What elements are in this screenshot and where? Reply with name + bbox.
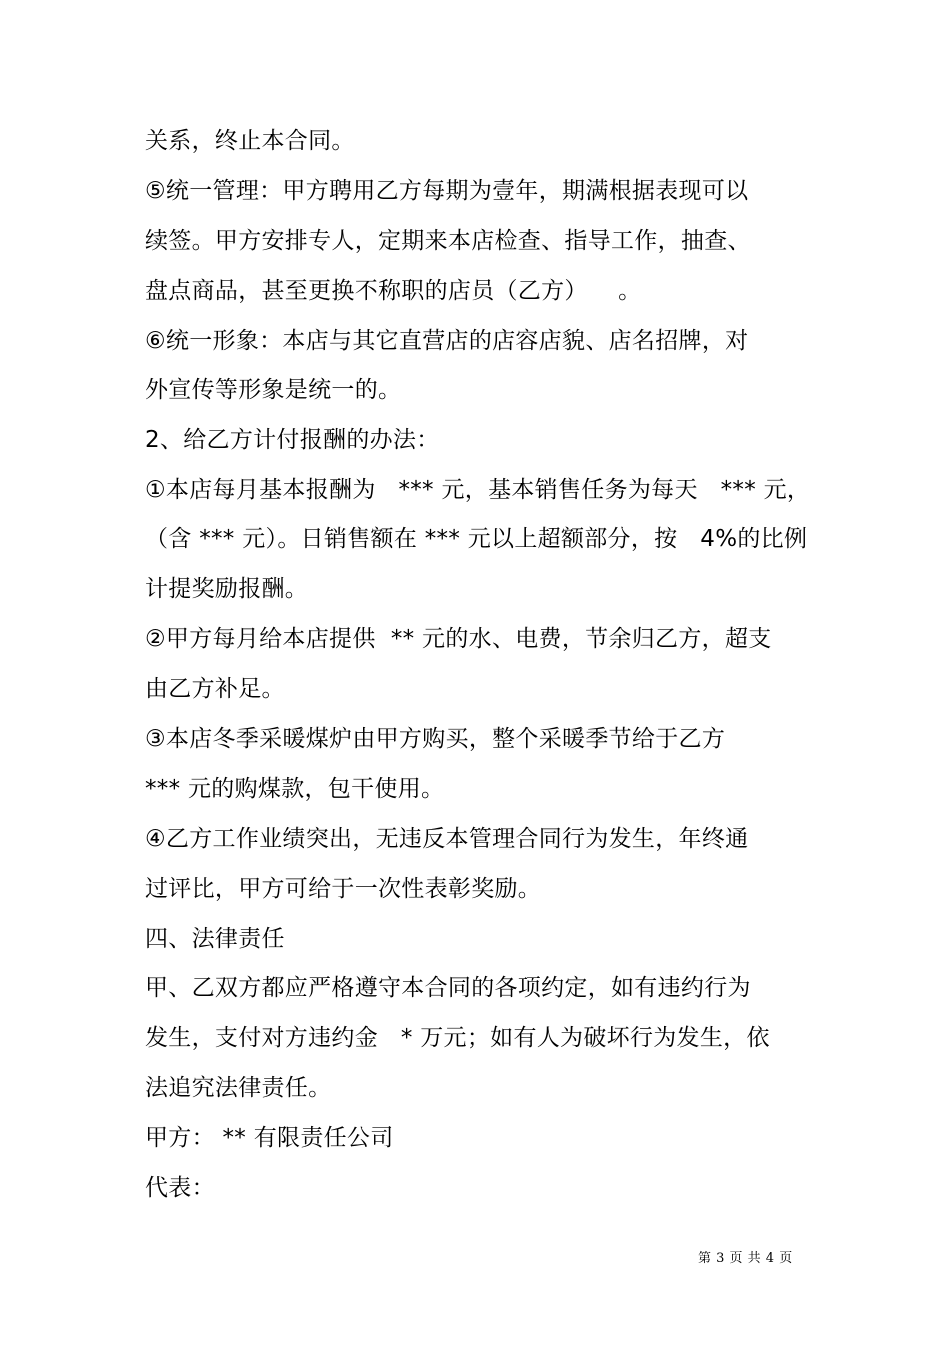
party-a-line: 甲方： ** 有限责任公司 — [145, 1125, 394, 1151]
text-line: （含 *** 元）。日销售额在 *** 元以上超额部分，按 4%的比例 — [145, 526, 808, 552]
text-line: ⑤统一管理：甲方聘用乙方每期为壹年，期满根据表现可以 — [145, 178, 749, 204]
text-line: 计提奖励报酬。 — [145, 576, 309, 602]
text-line: ④乙方工作业绩突出，无违反本管理合同行为发生，年终通 — [145, 826, 749, 852]
text-line: 法追究法律责任。 — [145, 1075, 332, 1101]
representative-line: 代表： — [145, 1175, 215, 1201]
text-line: 甲、乙双方都应严格遵守本合同的各项约定，如有违约行为 — [145, 975, 751, 1001]
text-line: ③本店冬季采暖煤炉由甲方购买，整个采暖季节给于乙方 — [145, 726, 726, 752]
text-line: 盘点商品，甚至更换不称职的店员（乙方） 。 — [145, 278, 642, 304]
text-line: ②甲方每月给本店提供 ** 元的水、电费，节余归乙方，超支 — [145, 626, 772, 652]
section-heading: 四、法律责任 — [145, 926, 285, 952]
text-line: 关系，终止本合同。 — [145, 128, 355, 154]
text-line: ⑥统一形象：本店与其它直营店的店容店貌、店名招牌，对 — [145, 328, 749, 354]
text-line: 续签。甲方安排专人，定期来本店检查、指导工作，抽查、 — [145, 228, 751, 254]
text-line: 外宣传等形象是统一的。 — [145, 377, 402, 403]
text-line: 由乙方补足。 — [145, 676, 285, 702]
page-number: 第 3 页 共 4 页 — [698, 1251, 793, 1266]
text-line: ①本店每月基本报酬为 *** 元，基本销售任务为每天 *** 元， — [145, 477, 811, 503]
text-line: *** 元的购煤款，包干使用。 — [145, 776, 445, 802]
section-heading: 2、给乙方计付报酬的办法： — [145, 427, 440, 453]
text-line: 发生，支付对方违约金 * 万元；如有人为破坏行为发生，依 — [145, 1025, 770, 1051]
text-line: 过评比，甲方可给于一次性表彰奖励。 — [145, 876, 542, 902]
